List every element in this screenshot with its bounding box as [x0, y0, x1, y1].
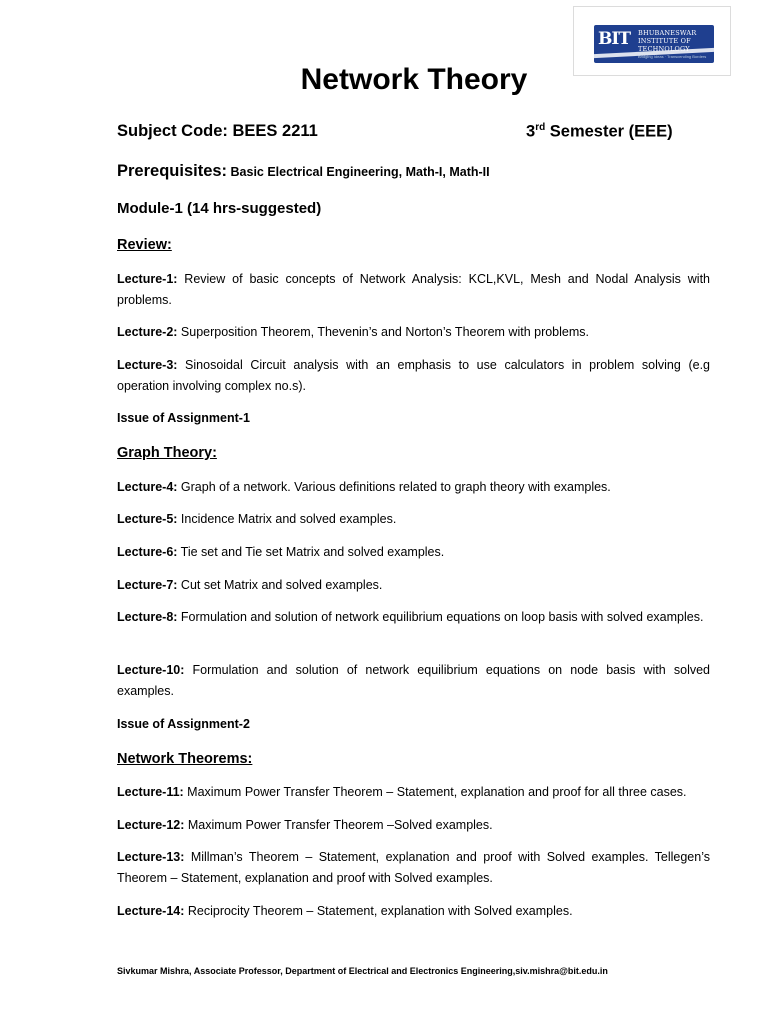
- assignment-issue: Issue of Assignment-2: [117, 717, 250, 731]
- lecture-label: Lecture-11:: [117, 785, 184, 799]
- section-graph-theory: Graph Theory:: [117, 445, 217, 461]
- lecture-label: Lecture-5:: [117, 512, 178, 526]
- section-review: Review:: [117, 237, 172, 253]
- lecture-item: [117, 575, 710, 596]
- subject-code: Subject Code: BEES 2211: [117, 122, 318, 140]
- lecture-item: [117, 847, 710, 889]
- lecture-item: [117, 269, 710, 311]
- logo-badge: [594, 25, 714, 63]
- logo-mark: BIT: [598, 29, 630, 49]
- prerequisites-label: Prerequisites:: [117, 162, 228, 180]
- assignment-issue: Issue of Assignment-1: [117, 411, 250, 425]
- logo-line: TECHNOLOGY: [638, 45, 690, 53]
- semester: [526, 122, 673, 142]
- lecture-text: Tie set and Tie set Matrix and solved examples.: [177, 545, 445, 559]
- lecture-text: Formulation and solution of network equilibrium equations on loop basis with solved examples.: [177, 610, 704, 624]
- lecture-label: Lecture-13:: [117, 850, 185, 864]
- lecture-label: Lecture-1:: [117, 272, 178, 286]
- lecture-label: Lecture-12:: [117, 818, 185, 832]
- lecture-text: Maximum Power Transfer Theorem – Statement, explanation and proof for all three cases.: [183, 785, 687, 799]
- semester-suffix: rd: [535, 122, 546, 133]
- lecture-item: [117, 477, 710, 498]
- logo-tagline: Bridging Ideas · Transcending Borders: [638, 54, 707, 59]
- lecture-text: Maximum Power Transfer Theorem –Solved examples.: [184, 818, 493, 832]
- lecture-label: Lecture-6:: [117, 545, 178, 559]
- lecture-item: [117, 901, 710, 922]
- lecture-text: Incidence Matrix and solved examples.: [177, 512, 397, 526]
- prerequisites: [117, 162, 490, 181]
- lecture-text: Sinosoidal Circuit analysis with an emphasis to use calculators in problem solving (e.g operation involving complex no.s).: [117, 358, 710, 393]
- lecture-label: Lecture-4:: [117, 480, 178, 494]
- lecture-text: Reciprocity Theorem – Statement, explanation with Solved examples.: [184, 904, 573, 918]
- lecture-text: Graph of a network. Various definitions related to graph theory with examples.: [177, 480, 611, 494]
- lecture-item: [117, 509, 710, 530]
- lecture-label: Lecture-14:: [117, 904, 185, 918]
- lecture-label: Lecture-7:: [117, 578, 178, 592]
- lecture-text: Superposition Theorem, Thevenin’s and Norton’s Theorem with problems.: [177, 325, 590, 339]
- lecture-item: [117, 355, 710, 397]
- lecture-label: Lecture-3:: [117, 358, 178, 372]
- lecture-text: Review of basic concepts of Network Analysis: KCL,KVL, Mesh and Nodal Analysis with problems.: [117, 272, 710, 307]
- lecture-text: Formulation and solution of network equilibrium equations on node basis with solved examples.: [117, 663, 710, 698]
- lecture-item: [117, 782, 710, 803]
- lecture-item: [117, 607, 710, 628]
- lecture-label: Lecture-10:: [117, 663, 185, 677]
- page-footer: Sivkumar Mishra, Associate Professor, Department of Electrical and Electronics Engineering,siv.mishra@bit.edu.in: [117, 966, 608, 976]
- logo-text: [638, 29, 696, 53]
- lecture-label: Lecture-2:: [117, 325, 178, 339]
- logo-line: BHUBANESWAR: [638, 29, 697, 37]
- lecture-text: Cut set Matrix and solved examples.: [177, 578, 383, 592]
- lecture-item: [117, 322, 710, 343]
- lecture-label: Lecture-8:: [117, 610, 178, 624]
- prerequisites-value: Basic Electrical Engineering, Math-I, Math-II: [227, 165, 490, 179]
- lecture-item: [117, 815, 710, 836]
- section-network-theorems: Network Theorems:: [117, 751, 253, 767]
- semester-number: 3: [526, 122, 536, 141]
- logo-line: INSTITUTE OF: [638, 37, 691, 45]
- module-heading: Module-1 (14 hrs-suggested): [117, 200, 322, 217]
- page-title: Network Theory: [300, 63, 528, 96]
- lecture-text: Millman’s Theorem – Statement, explanation and proof with Solved examples. Tellegen’s Theorem – Statement, explanation and proof with Solved examples.: [117, 850, 710, 885]
- lecture-item: [117, 660, 710, 702]
- semester-text: Semester (EEE): [545, 122, 673, 141]
- lecture-item: [117, 542, 710, 563]
